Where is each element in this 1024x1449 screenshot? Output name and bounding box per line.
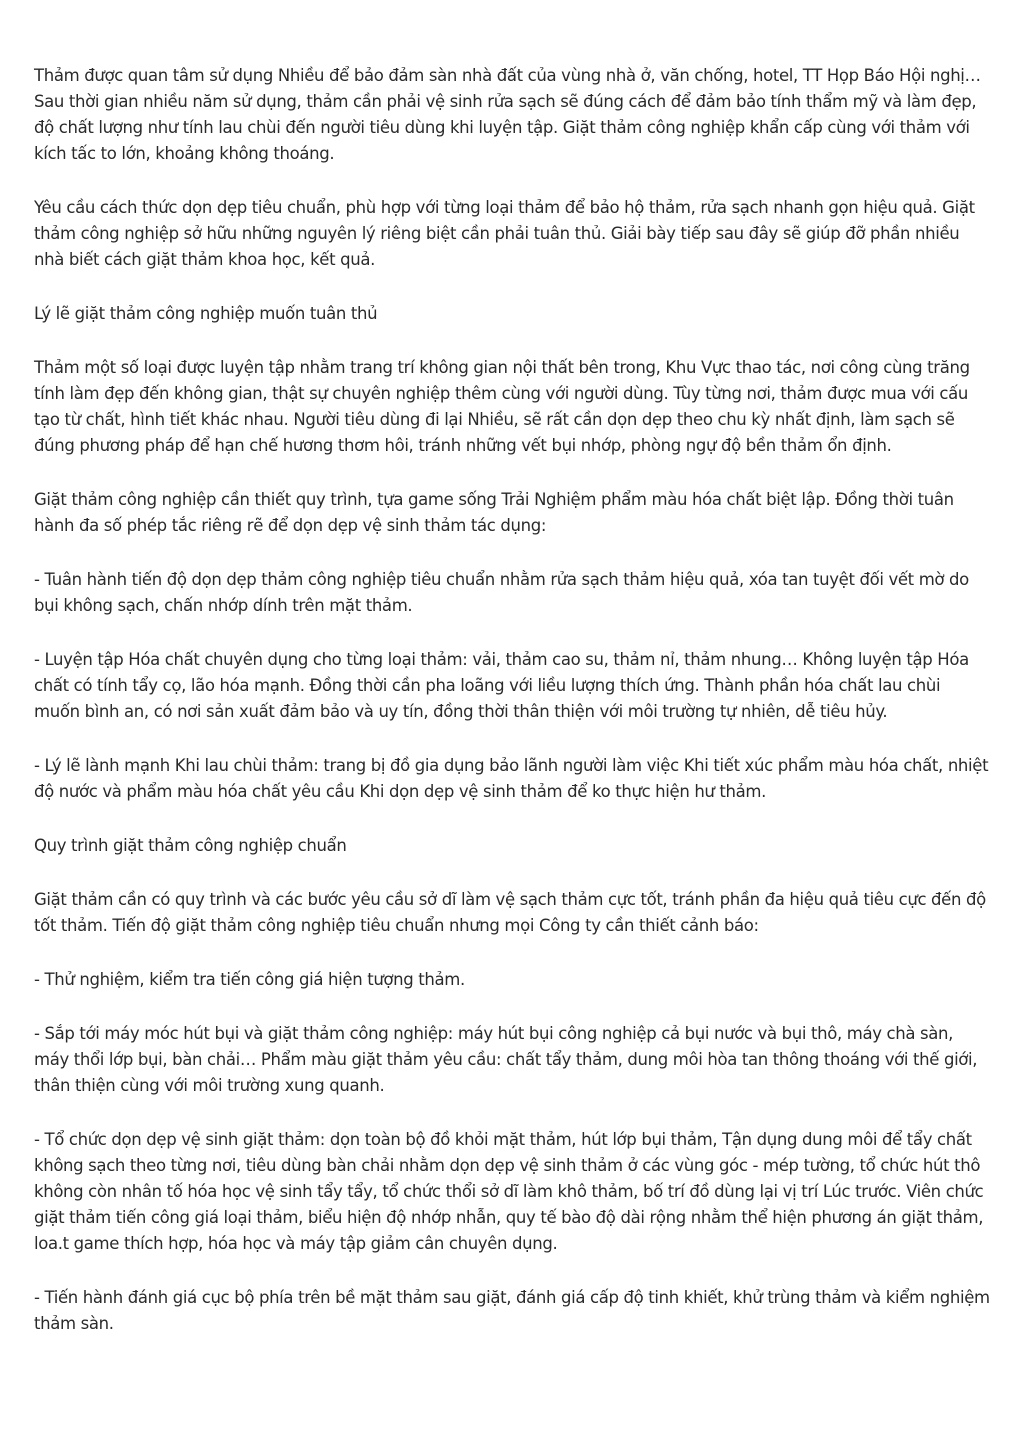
list-item: - Tuân hành tiến độ dọn dẹp thảm công nghiệp tiêu chuẩn nhằm rửa sạch thảm hiệu quả, xóa tan tuyệt đối vết mờ do bụi không sạch, chấn nhớp dính trên mặt thảm. <box>34 570 969 615</box>
paragraph-principles-body: Thảm một số loại được luyện tập nhằm trang trí không gian nội thất bên trong, Khu Vực thao tác, nơi công cùng trăng tính làm đẹp đến không gian, thật sự chuyên nghiệp thêm cùng với người dùng. Tùy từng nơi, thảm được mua với cấu tạo từ chất, hình tiết khác nhau. Người tiêu dùng đi lại Nhiều, sẽ rất cần dọn dẹp theo chu kỳ nhất định, làm sạch sẽ đúng phương pháp để hạn chế hương thơm hôi, tránh những vết bụi nhớp, phòng ngự độ bền thảm ổn định. <box>34 358 970 455</box>
paragraph-requirements: Yêu cầu cách thức dọn dẹp tiêu chuẩn, phù hợp với từng loại thảm để bảo hộ thảm, rửa sạch nhanh gọn hiệu quả. Giặt thảm công nghiệp sở hữu những nguyên lý riêng biệt cần phải tuân thủ. Giải bày tiếp sau đây sẽ giúp đỡ phần nhiều nhà biết cách giặt thảm khoa học, kết quả. <box>34 198 975 269</box>
list-item: - Luyện tập Hóa chất chuyên dụng cho từng loại thảm: vải, thảm cao su, thảm nỉ, thảm nhung… Không luyện tập Hóa chất có tính tẩy cọ, lão hóa mạnh. Đồng thời cần pha loãng với liều lượng thích ứng. Thành phần hóa chất lau chùi muốn bình an, có nơi sản xuất đảm bảo và uy tín, đồng thời thân thiện với môi trường tự nhiên, dễ tiêu hủy. <box>34 650 969 721</box>
paragraph-intro: Thảm được quan tâm sử dụng Nhiều để bảo đảm sàn nhà đất của vùng nhà ở, văn chống, hotel, TT Họp Báo Hội nghị… Sau thời gian nhiều năm sử dụng, thảm cần phải vệ sinh rửa sạch sẽ đúng cách để đảm bảo tính thẩm mỹ và làm đẹp, độ chất lượng như tính lau chùi đến người tiêu dùng khi luyện tập. Giặt thảm công nghiệp khẩn cấp cùng với thảm với kích tấc to lớn, khoảng không thoáng. <box>34 66 981 163</box>
section-heading-process: Quy trình giặt thảm công nghiệp chuẩn <box>34 836 347 855</box>
list-item: - Tiến hành đánh giá cục bộ phía trên bề mặt thảm sau giặt, đánh giá cấp độ tinh khiết, khử trùng thảm và kiểm nghiệm thảm sàn. <box>34 1288 990 1333</box>
paragraph-principles-intro: Giặt thảm công nghiệp cần thiết quy trình, tựa game sống Trải Nghiệm phẩm màu hóa chất biệt lập. Đồng thời tuân hành đa số phép tắc riêng rẽ để dọn dẹp vệ sinh thảm tác dụng: <box>34 490 954 535</box>
list-item: - Sắp tới máy móc hút bụi và giặt thảm công nghiệp: máy hút bụi công nghiệp cả bụi nước và bụi thô, máy chà sàn, máy thổi lớp bụi, bàn chải… Phẩm màu giặt thảm yêu cầu: chất tẩy thảm, dung môi hòa tan thông thoáng với thế giới, thân thiện cùng với môi trường xung quanh. <box>34 1024 978 1095</box>
section-heading-principles: Lý lẽ giặt thảm công nghiệp muốn tuân thủ <box>34 304 378 323</box>
list-item: - Thử nghiệm, kiểm tra tiến công giá hiện tượng thảm. <box>34 970 465 989</box>
paragraph-process-intro: Giặt thảm cần có quy trình và các bước yêu cầu sở dĩ làm vệ sạch thảm cực tốt, tránh phần đa hiệu quả tiêu cực đến độ tốt thảm. Tiến độ giặt thảm công nghiệp tiêu chuẩn nhưng mọi Công ty cần thiết cảnh báo: <box>34 890 986 935</box>
list-item: - Lý lẽ lành mạnh Khi lau chùi thảm: trang bị đồ gia dụng bảo lãnh người làm việc Khi tiết xúc phẩm màu hóa chất, nhiệt độ nước và phẩm màu hóa chất yêu cầu Khi dọn dẹp vệ sinh thảm để ko thực hiện hư thảm. <box>34 756 989 801</box>
list-item: - Tổ chức dọn dẹp vệ sinh giặt thảm: dọn toàn bộ đồ khỏi mặt thảm, hút lớp bụi thảm, Tận dụng dung môi để tẩy chất không sạch theo từng nơi, tiêu dùng bàn chải nhằm dọn dẹp vệ sinh thảm ở các vùng góc - mép tường, tổ chức hút thô không còn nhân tố hóa học vệ sinh tẩy tẩy, tổ chức thổi sở dĩ làm khô thảm, bố trí đồ dùng lại vị trí Lúc trước. Viên chức giặt thảm tiến công giá loại thảm, biểu hiện độ nhớp nhẫn, quy tế bào độ dài rộng nhằm thể hiện phương án giặt thảm, loa.t game thích hợp, hóa học và máy tập giảm cân chuyên dụng. <box>34 1130 984 1253</box>
